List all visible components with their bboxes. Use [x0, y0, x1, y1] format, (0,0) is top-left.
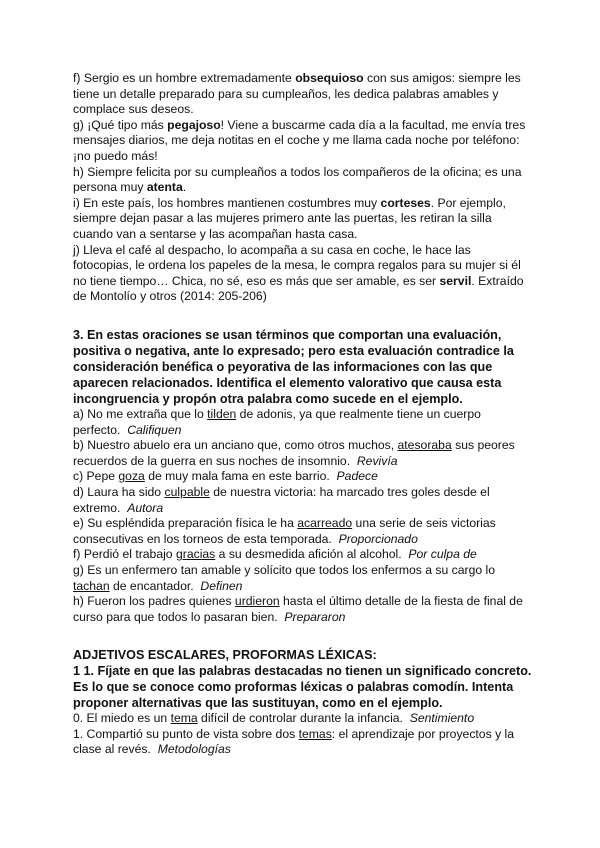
section-4: [73, 647, 533, 758]
section-title: ADJETIVOS ESCALARES, PROFORMAS LÉXICAS:: [73, 648, 377, 662]
evaluative-word: tachan: [73, 578, 110, 593]
exercise-1-heading: 1 1. Fíjate en que las palabras destacadas no tienen un significado concreto. Es lo que se conoce como proformas léxicas o palabras comodín. Intenta proponer alternativas que las sustituyan, como en el ejemplo.: [73, 664, 532, 710]
evaluative-word: tilden: [207, 407, 237, 421]
evaluative-word: goza: [118, 469, 145, 484]
section-adjectives-list: [73, 71, 533, 305]
answer: Califiquen: [127, 422, 182, 437]
answer: Autora: [127, 500, 164, 515]
item-f: f) Sergio es un hombre extremadamente obsequioso con sus amigos: siempre les tiene un detalle preparado para su cumpleaños, les dedica palabras amables y complace sus deseos.: [73, 71, 521, 117]
answer: Sentimiento: [409, 711, 475, 725]
evaluative-word: urdieron: [234, 594, 280, 609]
highlighted-word: atenta: [146, 180, 183, 195]
exercise-3-item-f: f) Perdió el trabajo gracias a su desmedida afición al alcohol. Por culpa de: [73, 547, 477, 562]
highlighted-word: servil: [439, 273, 472, 288]
exercise-3-item-g: g) Es un enfermero tan amable y solícito que todos los enfermos a su cargo lo tachan de encantador. Definen: [73, 562, 496, 593]
answer: Por culpa de: [408, 547, 477, 562]
answer: Prepararon: [284, 609, 346, 624]
answer: Revivía: [356, 453, 398, 468]
highlighted-word: corteses: [380, 195, 431, 210]
answer: Padece: [336, 469, 378, 484]
exercise-3-item-b: b) Nuestro abuelo era un anciano que, como otros muchos, atesoraba sus peores recuerdos de la guerra en sus noches de insomnio. Revivía: [73, 438, 515, 468]
item-h: h) Siempre felicita por su cumpleaños a todos los compañeros de la oficina; es una persona muy atenta.: [73, 164, 522, 195]
answer: Definen: [200, 578, 243, 593]
answer: Metodologías: [157, 742, 231, 757]
item-g: g) ¡Qué tipo más pegajoso! Viene a buscarme cada día a la facultad, me envía tres mensajes diarios, me deja notitas en el coche y me llama cada noche por teléfono: ¡no puedo más!: [73, 117, 526, 163]
item-j: j) Lleva el café al despacho, lo acompaña a su casa en coche, le hace las fotocopias, le ordena los papeles de la mesa, le compra regalos para su mujer si él no tiene tiempo… Chica, no sé, eso es más que ser amable, es ser servil. Extraído de Montolío y otros (2014: 205-206): [73, 242, 524, 304]
proform-word: tema: [170, 711, 198, 725]
evaluative-word: culpable: [164, 484, 210, 499]
item-i: i) En este país, los hombres mantienen costumbres muy corteses. Por ejemplo, siempre dejan pasar a las mujeres primero ante las puertas, les retiran la silla cuando van a sentarse y las acompañan hasta casa.: [73, 195, 506, 241]
exercise-3-item-d: d) Laura ha sido culpable de nuestra victoria: ha marcado tres goles desde el extremo. Autora: [73, 484, 490, 515]
exercise-1-item-1: 1. Compartió su punto de vista sobre dos temas: el aprendizaje por proyectos y la clase al revés. Metodologías: [73, 726, 515, 757]
highlighted-word: pegajoso: [167, 117, 221, 132]
exercise-3-heading: 3. En estas oraciones se usan términos que comportan una evaluación, positiva o negativa, ante lo expresado; pero esta evaluación contradice la consideración benéfica o peyorativa de las informaciones con las que aparecen relacionados. Identifica el elemento valorativo que causa esta incongruencia y propón otra palabra como sucede en el ejemplo.: [73, 328, 514, 406]
exercise-1-item-0: 0. El miedo es un tema difícil de controlar durante la infancia. Sentimiento: [73, 711, 475, 725]
highlighted-word: obsequioso: [295, 71, 364, 85]
evaluative-word: atesoraba: [397, 438, 452, 453]
exercise-3-item-h: h) Fueron los padres quienes urdieron hasta el último detalle de la fiesta de final de curso para que todos lo pasaran bien. Prepararon: [73, 594, 523, 624]
answer: Proporcionado: [338, 531, 418, 546]
section-3: [73, 327, 533, 625]
exercise-3-item-c: c) Pepe goza de muy mala fama en este barrio. Padece: [73, 469, 378, 484]
evaluative-word: acarreado: [297, 516, 353, 531]
exercise-3-item-e: e) Su espléndida preparación física le ha acarreado una serie de seis victorias consecutivas en los torneos de esta temporada. Proporcionado: [73, 516, 496, 546]
exercise-3-item-a: a) No me extraña que lo tilden de adonis, ya que realmente tiene un cuerpo perfecto. Califiquen: [73, 407, 481, 437]
evaluative-word: gracias: [175, 547, 216, 562]
proform-word: temas: [298, 726, 332, 741]
